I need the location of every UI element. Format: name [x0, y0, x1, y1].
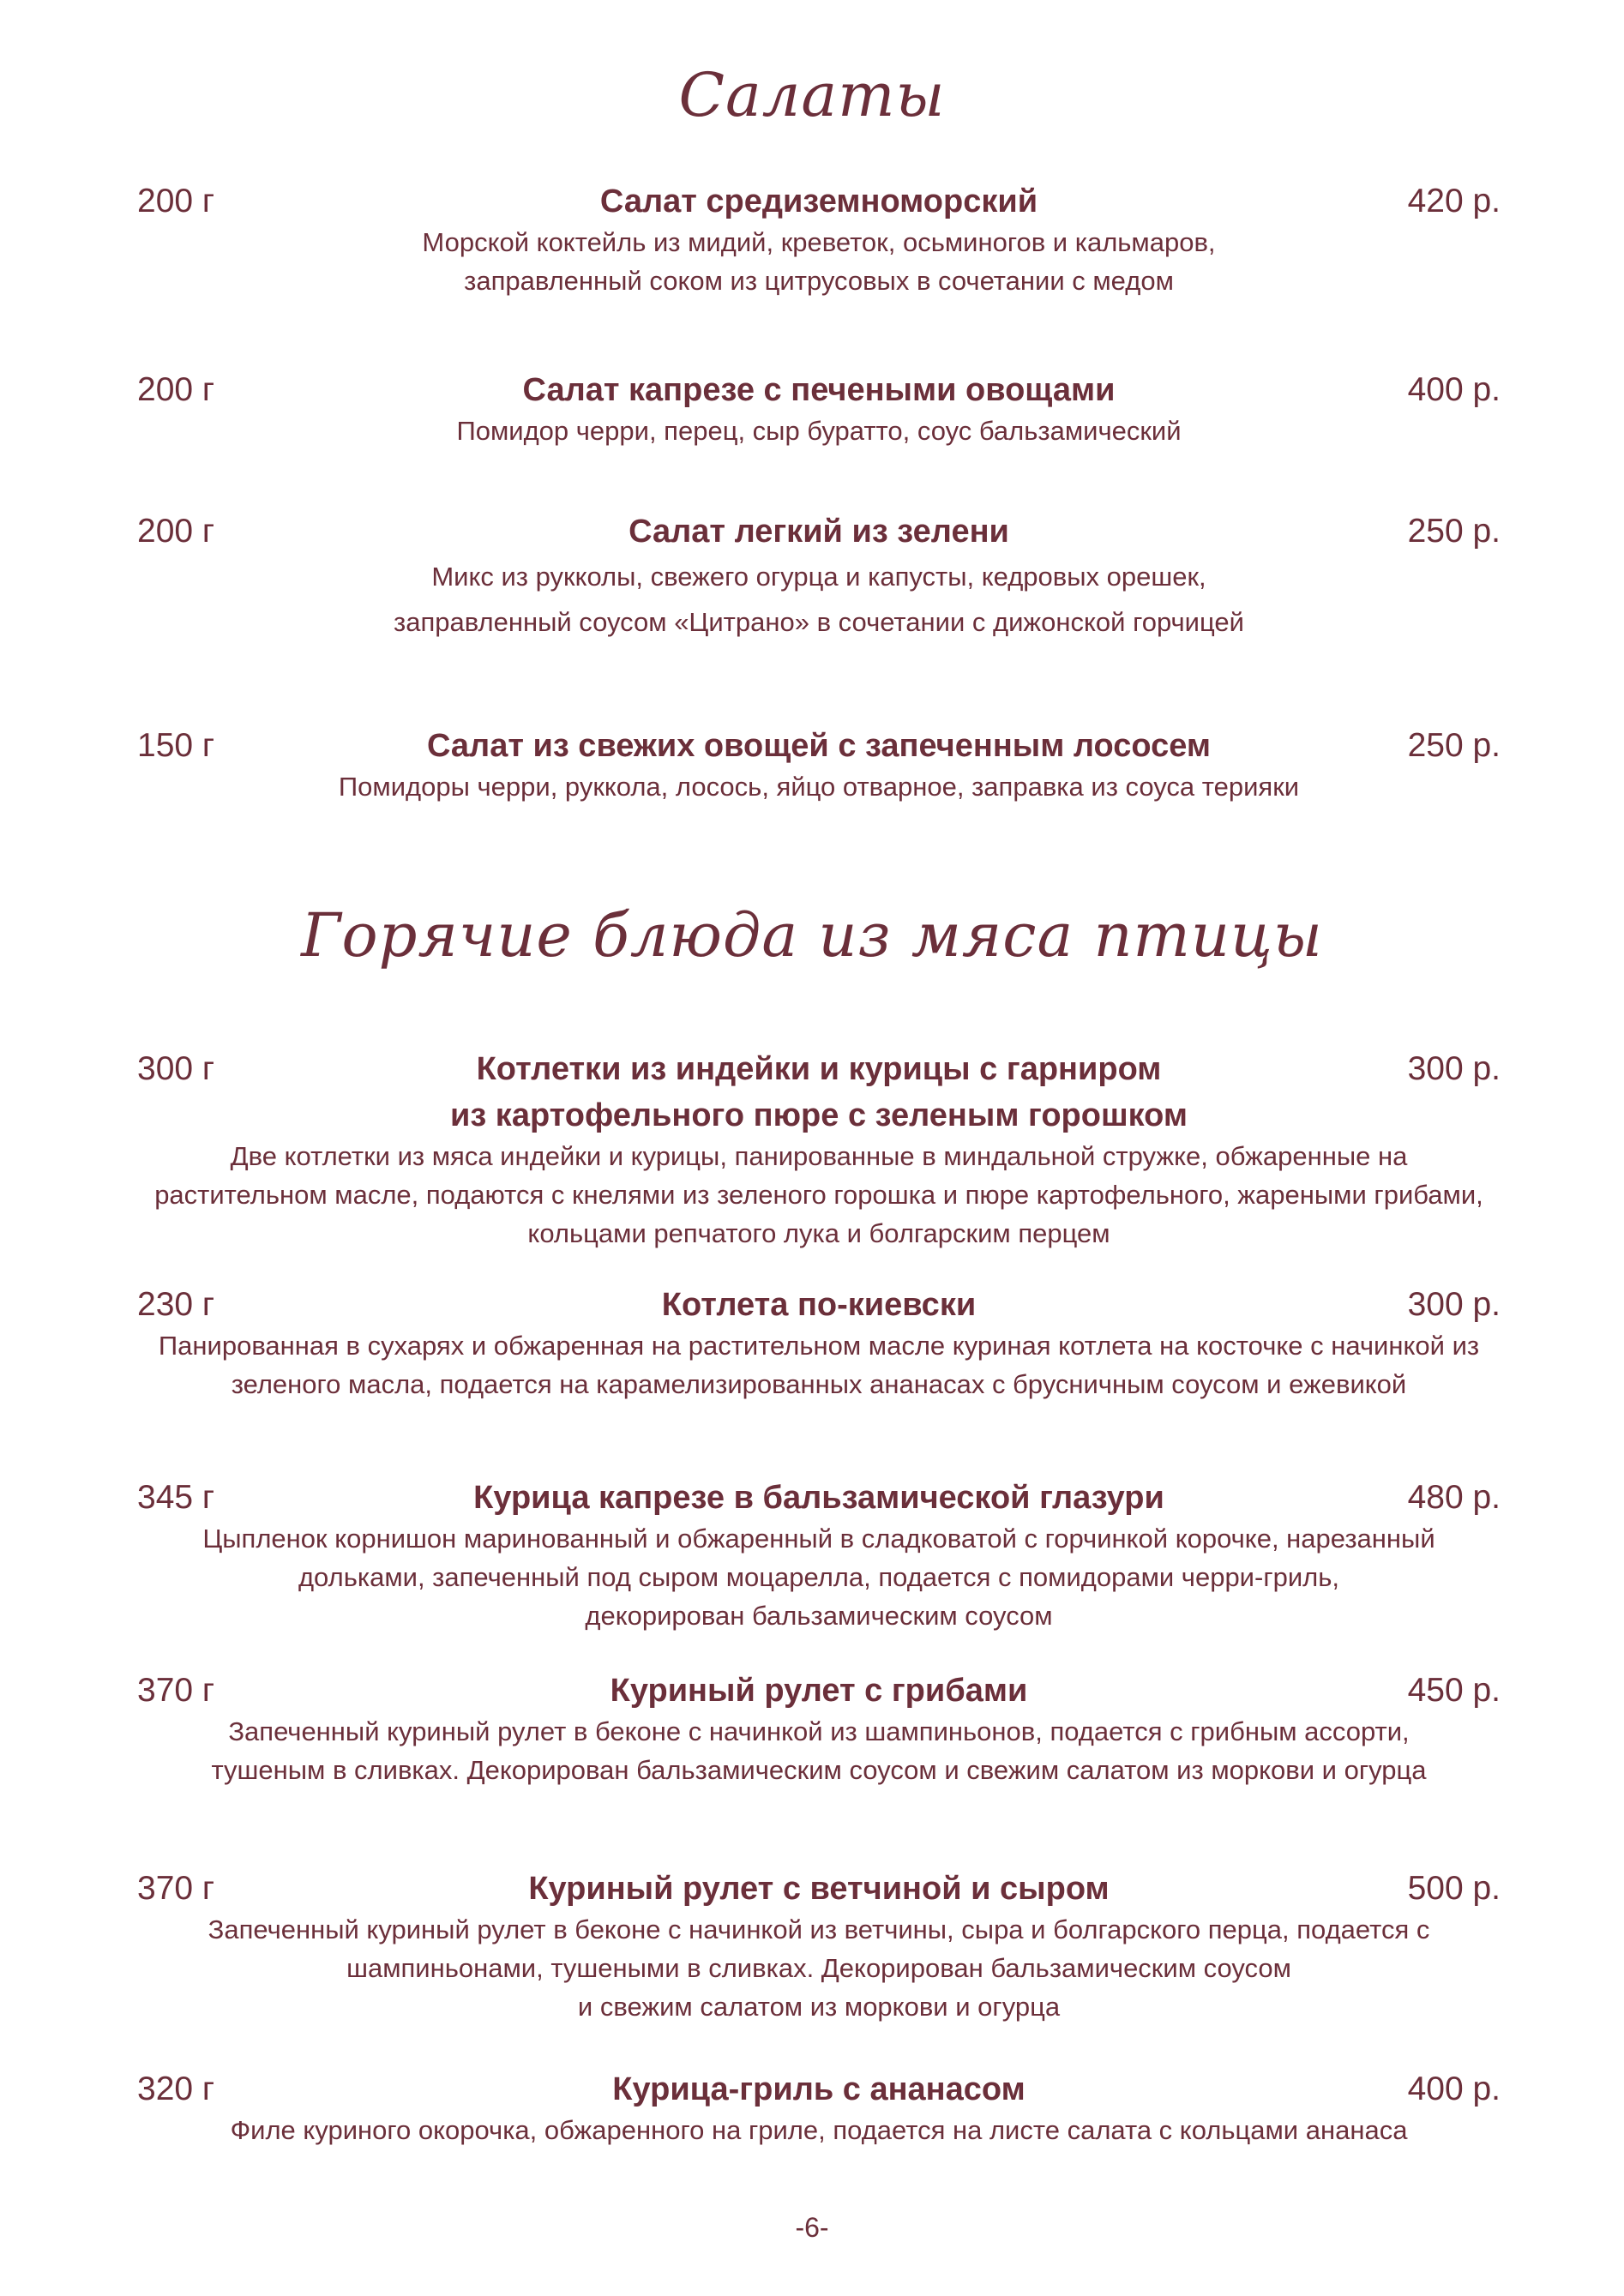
item-name: Куриный рулет с ветчиной и сыром — [528, 1871, 1110, 1907]
item-price: 300 р. — [1407, 1050, 1501, 1087]
item-description-line: Морской коктейль из мидий, креветок, осьминогов и кальмаров, — [422, 227, 1216, 257]
menu-item-grilled-chicken-pineapple — [129, 2068, 1509, 2149]
item-description-line: тушеным в сливках. Декорирован бальзамическим соусом и свежим салатом из моркови и огурца — [211, 1755, 1427, 1785]
menu-item-turkey-chicken-cutlets — [129, 1048, 1509, 1253]
item-description-line: растительном масле, подаются с кнелями из зеленого горошка и пюре картофельного, жареными грибами, — [154, 1180, 1483, 1210]
item-weight: 200 г — [137, 183, 215, 219]
item-description-line: кольцами репчатого лука и болгарским перцем — [527, 1218, 1110, 1248]
item-description-line: Две котлетки из мяса индейки и курицы, панированные в миндальной стружке, обжаренные на — [230, 1141, 1408, 1171]
item-weight: 200 г — [137, 371, 215, 408]
item-weight: 345 г — [137, 1479, 215, 1516]
section-title-poultry: Горячие блюда из мяса птицы — [301, 900, 1323, 971]
item-description-line: дольками, запеченный под сыром моцарелла, подается с помидорами черри-гриль, — [298, 1562, 1340, 1592]
item-name: Котлетки из индейки и курицы с гарниром — [476, 1051, 1162, 1087]
item-description-line: зеленого масла, подается на карамелизированных ананасах с брусничным соусом и ежевикой — [231, 1369, 1407, 1399]
item-price: 450 р. — [1407, 1672, 1501, 1709]
item-price: 480 р. — [1407, 1479, 1501, 1516]
item-description-line: шампиньонами, тушеными в сливках. Декорирован бальзамическим соусом — [346, 1953, 1291, 1983]
item-price: 300 р. — [1407, 1286, 1501, 1323]
item-weight: 200 г — [137, 513, 215, 550]
item-name-line-2: из картофельного пюре с зеленым горошком — [450, 1097, 1188, 1133]
item-price: 400 р. — [1407, 2071, 1501, 2107]
item-weight: 370 г — [137, 1870, 215, 1907]
item-name: Салат легкий из зелени — [629, 514, 1009, 550]
item-description-line: заправленный соусом «Цитрано» в сочетании с дижонской горчицей — [394, 607, 1244, 637]
menu-item-mediterranean-salad — [129, 180, 1509, 300]
item-name: Салат средиземноморский — [599, 183, 1038, 219]
item-weight: 230 г — [137, 1286, 215, 1323]
menu-item-caprese-salad — [129, 369, 1509, 450]
item-description-line: заправленный соком из цитрусовых в сочетании с медом — [464, 266, 1174, 296]
item-price: 420 р. — [1407, 183, 1501, 219]
item-name: Куриный рулет с грибами — [610, 1673, 1028, 1709]
item-description-line: Филе куриного окорочка, обжаренного на гриле, подается на листе салата с кольцами ананаса — [230, 2115, 1408, 2145]
menu-item-caprese-chicken — [129, 1476, 1509, 1635]
item-description-line: и свежим салатом из моркови и огурца — [577, 1992, 1061, 2022]
item-description-line: Микс из рукколы, свежего огурца и капусты, кедровых орешек, — [431, 562, 1206, 592]
item-name: Курица-гриль с ананасом — [612, 2071, 1026, 2107]
item-description-line: Панированная в сухарях и обжаренная на растительном масле куриная котлета на косточке с начинкой из — [158, 1331, 1480, 1361]
item-description-line: Запеченный куриный рулет в беконе с начинкой из ветчины, сыра и болгарского перца, подается с — [208, 1914, 1430, 1944]
item-name: Салат капрезе с печеными овощами — [522, 372, 1116, 408]
item-description-line: Цыпленок корнишон маринованный и обжаренный в сладковатой с горчинкой корочке, нарезанный — [202, 1524, 1435, 1554]
item-weight: 320 г — [137, 2071, 215, 2107]
item-name: Котлета по-киевски — [661, 1287, 977, 1323]
item-price: 250 р. — [1407, 513, 1501, 550]
item-name: Курица капрезе в бальзамической глазури — [473, 1480, 1164, 1516]
item-price: 250 р. — [1407, 727, 1501, 764]
item-description-line: Запеченный куриный рулет в беконе с начинкой из шампиньонов, подается с грибным ассорти, — [228, 1716, 1410, 1746]
menu-item-salmon-salad — [129, 724, 1509, 806]
page-number: -6- — [795, 2212, 829, 2243]
menu-item-chicken-roll-ham-cheese — [129, 1867, 1509, 2026]
item-weight: 300 г — [137, 1050, 215, 1087]
item-description-line: декорирован бальзамическим соусом — [585, 1601, 1053, 1631]
menu-item-chicken-kiev — [129, 1283, 1509, 1403]
section-title-salads: Салаты — [678, 60, 946, 130]
item-description-line: Помидоры черри, руккола, лосось, яйцо отварное, заправка из соуса терияки — [338, 772, 1300, 802]
item-description-line: Помидор черри, перец, сыр буратто, соус бальзамический — [456, 416, 1182, 446]
item-price: 500 р. — [1407, 1870, 1501, 1907]
menu-item-chicken-roll-mushrooms — [129, 1669, 1509, 1789]
item-price: 400 р. — [1407, 371, 1501, 408]
menu-item-light-green-salad — [129, 510, 1509, 641]
item-weight: 150 г — [137, 727, 215, 764]
item-weight: 370 г — [137, 1672, 215, 1709]
item-name: Салат из свежих овощей с запеченным лососем — [427, 728, 1211, 764]
